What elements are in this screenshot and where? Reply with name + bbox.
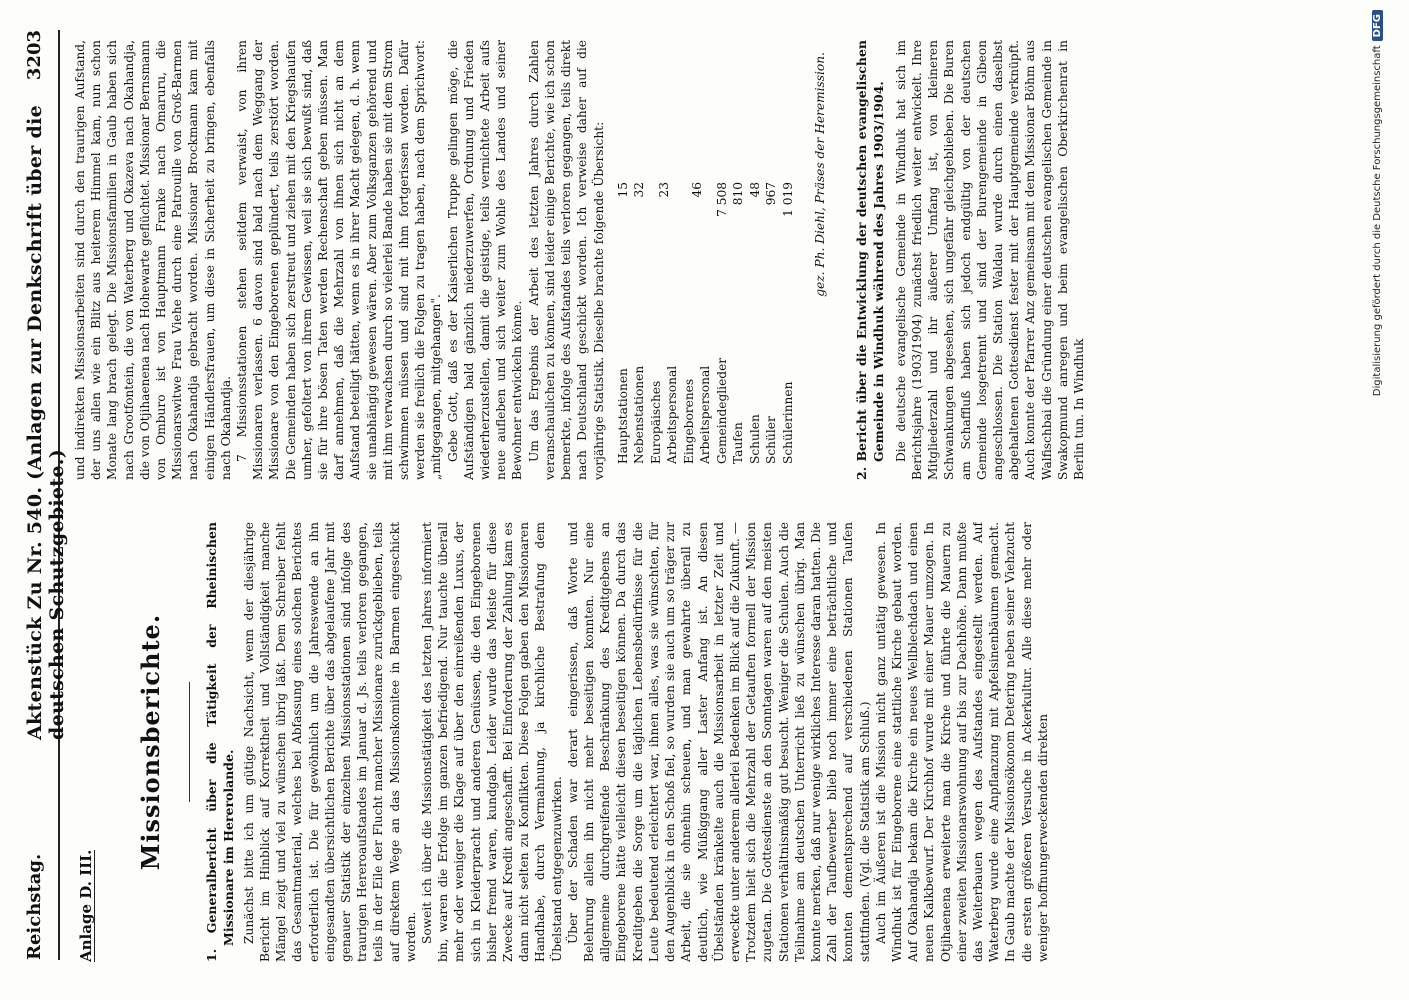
paragraph: Soweit ich über die Missionstätigkeit des letzten Jahres informiert bin, waren die Erfolge im ganzen befriedigend. Nur tauchte überall mehr oder weniger die Klage auf über den einreißenden Luxus, der sich in Kleiderpracht und anderen Genüssen, die den Eingeborenen bisher fremd waren, kundgab. Leider wurde das Meiste für diese Zwecke auf Kredit angeschafft. Bei Einforderung der Zahlung kam es dann nicht selten zu Konflikten. Diese Folgen gaben den Missionaren Handhabe, durch Vermahnung, ja kirchliche Bestrafung dem Übelstand entgegenzuwirken.	[420, 522, 564, 962]
stat-value: 1 019	[780, 182, 795, 217]
table-row	[648, 176, 681, 470]
divider	[189, 682, 190, 802]
paragraph: Über der Schaden war derart eingerissen, daß Worte und Belehrung allein ihn nicht mehr beseitigen konnten. Nur eine allgemeine durchgreifende Beschränkung des Kreditgebens an Eingeborene hätte vielleicht diesen beseitigen können. Da durch das Kreditgeben die Sorge um die täglichen Lebensbedürfnisse für die Leute bedeutend erleichtert war, ihnen alles, was sie wünschten, für den Augenblick in den Schoß fiel, so wurden sie auch um so träger zur Arbeit, die sie ohnehin scheuen, und man gewahrte überall zu deutlich, wie Müßiggang aller Laster Anfang ist. An diesen Übelständen kränkelte auch die Missionsarbeit in letzter Zeit und erweckte unter anderem allerlei Bedenken im Blick auf die Zukunft. — Trotzdem hielt sich die Mehrzahl der Getauften formell der Mission zugetan. Die Gottesdienste an den Sonntagen waren auf den meisten Stationen verhältnismäßig gut besucht. Weniger die Schulen. Auch die Teilnahme am deutschen Unterricht ließ zu wünschen übrig. Man konnte merken, daß nur wenige wirkliches Interesse daran hatten. Die Zahl der Taufbewerber blieb noch immer eine beträchtliche und konnten dementsprechend auf verschiedenen Stationen Taufen stattfinden. (Vgl. die Statistik am Schluß.)	[565, 522, 872, 962]
stat-value: 810	[731, 182, 746, 206]
page-header	[18, 30, 68, 960]
stat-label: Schulen	[747, 414, 762, 464]
paragraph: 7 Missionsstationen stehen seitdem verwaist, von ihren Missionaren verlassen. 6 davon sind bald nach dem Weggang der Missionare von den Eingeborenen geplündert, teils zerstört worden. Die Gemeinden haben sich zerstreut und ziehen mit den Kriegshaufen umher, gefoltert von ihrem Gewissen, weil sie sich bewußt sind, daß sie für ihre bösen Taten werden Rechenschaft geben müssen. Man darf annehmen, daß die Mehrzahl von ihnen sich nicht an dem Aufstand beteiligt hätten, wenn es in ihrer Macht gelegen, d. h. wenn sie unabhängig gewesen wären. Aber zum Volksganzen gehörend und mit ihm verwachsen durch so vielerlei Bande haben sie mit dem Strom schwimmen müssen und sind mit ihm fortgerissen worden. Dafür werden sie freilich die Folgen zu tragen haben, nach dem Sprichwort: „mitgegangen, mitgehangen".	[235, 40, 444, 480]
stat-label: Gemeindeglieder	[714, 357, 729, 464]
table-row	[714, 176, 731, 470]
stat-label: Eingeborenes Arbeitspersonal	[681, 365, 713, 464]
paragraph: und indirekten Missionsarbeiten sind durch den traurigen Aufstand, der uns allen wie ein Blitz aus heiterem Himmel kam, nun schon Monate lang brach gelegt. Die Missionsfamilien in Gaub haben sich nach Grootfontein, die von Waterberg und Okazeva nach Okahandja, die von Otjihaenena nach Hohewarte geflüchtet. Missionar Bernsmann von Omburo ist von Hauptmann Franke nach Omaruru, die Missionarswitwe Frau Viehe durch eine Patrouille von Groß-Barmen nach Okahandja gebracht worden. Missionar Brockmann kam mit einigen Händlersfrauen, um diese in Sicherheit zu bringen, ebenfalls nach Okahandja.	[73, 40, 233, 480]
paragraph: Gebe Gott, daß es der Kaiserlichen Truppe gelingen möge, die Aufständigen bald gänzlich niederzuwerfen, Ordnung und Frieden wiederherzustellen, damit die geistige, teils vernichtete Arbeit aufs neue aufleben und sich weiter zum Wohle des Landes und seiner Bewohner entwickeln könne.	[445, 40, 525, 480]
paragraph: Auch im Äußeren ist die Mission nicht ganz untätig gewesen. In Windhuk ist für Eingeborene eine stattliche Kirche gebaut worden. Auf Okahandja bekam die Kirche ein neues Wellblechdach und einen neuen Kalkbewurf. Der Kirchhof wurde mit einer Mauer umzogen. In Otjihaenena erweiterte man die Kirche und führte die Mauern zu einer zweiten Missionarswohnung auf bis zur Dachhöhe. Dann mußte das Weiterbauen wegen des Aufstandes eingestellt werden. Auf Waterberg wurde eine Anpflanzung mit Apfelsinenbäumen gemacht. In Gaub machte der Missionsökonom Detering neben seiner Viehzucht die ersten größeren Versuche in Ackerkultur. Alle diese mehr oder weniger hoffnungerweckenden direkten	[873, 522, 1050, 962]
stat-label: Schülerinnen	[780, 381, 795, 464]
paragraph: Die deutsche evangelische Gemeinde in Windhuk hat sich im Berichtsjahre (1903/1904) zunächst friedlich weiter entwickelt. Ihre Mitgliederzahl und ihr äußerer Umfang ist, von kleineren Schwankungen abgesehen, sich ungefähr gleichgeblieben. Die Buren am Schaffluß haben sich jedoch endgültig von der deutschen Gemeinde losgetrennt und sind der Burengemeinde in Gibeon angeschlossen. Die Station Waldau wurde durch einen daselbst abgehaltenen Gottesdienst fester mit der Hauptgemeinde verknüpft. Auch konnte der Pfarrer Anz gemeinsam mit dem Missionar Böhm aus Walfischbai die Gründung einer deutschen evangelischen Gemeinde in Swakopmund anregen und beim evangelischen Oberkirchenrat in Berlin tun. In Windhuk	[893, 40, 1087, 480]
stat-value: 32	[632, 182, 647, 198]
table-row	[763, 176, 780, 470]
table-row	[681, 176, 714, 470]
anlage-label: Anlage D. III.	[77, 849, 95, 962]
table-row	[615, 176, 632, 470]
digitization-note	[1372, 10, 1383, 530]
stat-label: Nebenstationen	[632, 365, 647, 464]
right-column	[72, 40, 1392, 480]
stat-value: 967	[764, 182, 779, 206]
stat-label: Schüler	[764, 416, 779, 464]
table-row	[780, 176, 797, 470]
section-2-heading: 2. Bericht über die Entwicklung der deutschen evangelischen Gemeinde in Windhuk während des Jahres 1903/1904.	[854, 40, 886, 480]
statistics-table	[615, 176, 797, 470]
main-title: Missionsberichte.	[136, 613, 166, 871]
table-row	[747, 176, 764, 470]
left-column	[72, 522, 1392, 962]
header-title: Aktenstück Zu Nr. 540. (Anlagen zur Denkschrift über die deutschen Schutzgebiete.)	[24, 105, 68, 740]
table-row	[730, 176, 747, 470]
signature: gez. Ph. Diehl, Präses der Heremission.	[813, 52, 828, 297]
stat-value: 15	[615, 182, 630, 198]
paragraph: Um das Ergebnis der Arbeit des letzten Jahres durch Zahlen veranschaulichen zu können, sind leider einige Berichte, wie ich schon bemerkte, infolge des Aufstandes teils verloren gegangen, teils direkt nach Deutschland geschickt worden. Ich verweise daher auf die vorjährige Statistik. Dieselbe brachte folgende Übersicht:	[526, 40, 606, 480]
table-row	[631, 176, 648, 470]
digitization-text: Digitalisierung gefördert durch die Deutsche Forschungsgemeinschaft	[1372, 45, 1383, 397]
stat-label: Hauptstationen	[615, 368, 630, 464]
section-1-heading: 1. Generalbericht über die Tätigkeit der Rheinischen Missionare im Hererolande.	[204, 522, 236, 962]
stat-value: 7 508	[714, 182, 729, 217]
paragraph: Zunächst bitte ich um gütige Nachsicht, wenn der diesjährige Bericht im Hinblick auf Korrektheit und Vollständigkeit manche Mängel zeigt und viel zu wünschen übrig läßt. Dem Schreiber fehlt das Gesamtmaterial, welches bei Abfassung eines solchen Berichtes erforderlich ist. Die für gewöhnlich um die Jahreswende an ihn eingesandten übersichtlichen Berichte über das abgelaufene Jahr mit genauer Statistik der einzelnen Missionsstationen sind infolge des traurigen Hereroaufstandes im Januar d. Js. teils verloren gegangen, teils in der Eile der Flucht mancher Missionare zurückgeblieben, teils auf direktem Wege an das Missionskomitee in Barmen eingeschickt worden.	[241, 522, 418, 962]
stat-value: 23	[656, 182, 671, 198]
stat-value: 46	[689, 182, 704, 198]
header-left: Reichstag.	[24, 853, 45, 960]
stat-value: 48	[747, 182, 762, 198]
stat-label: Taufen	[731, 422, 746, 464]
page-number: 3203	[24, 30, 45, 81]
stat-label: Europäisches Arbeitspersonal	[648, 365, 680, 464]
dfg-logo: DFG	[1372, 10, 1383, 41]
